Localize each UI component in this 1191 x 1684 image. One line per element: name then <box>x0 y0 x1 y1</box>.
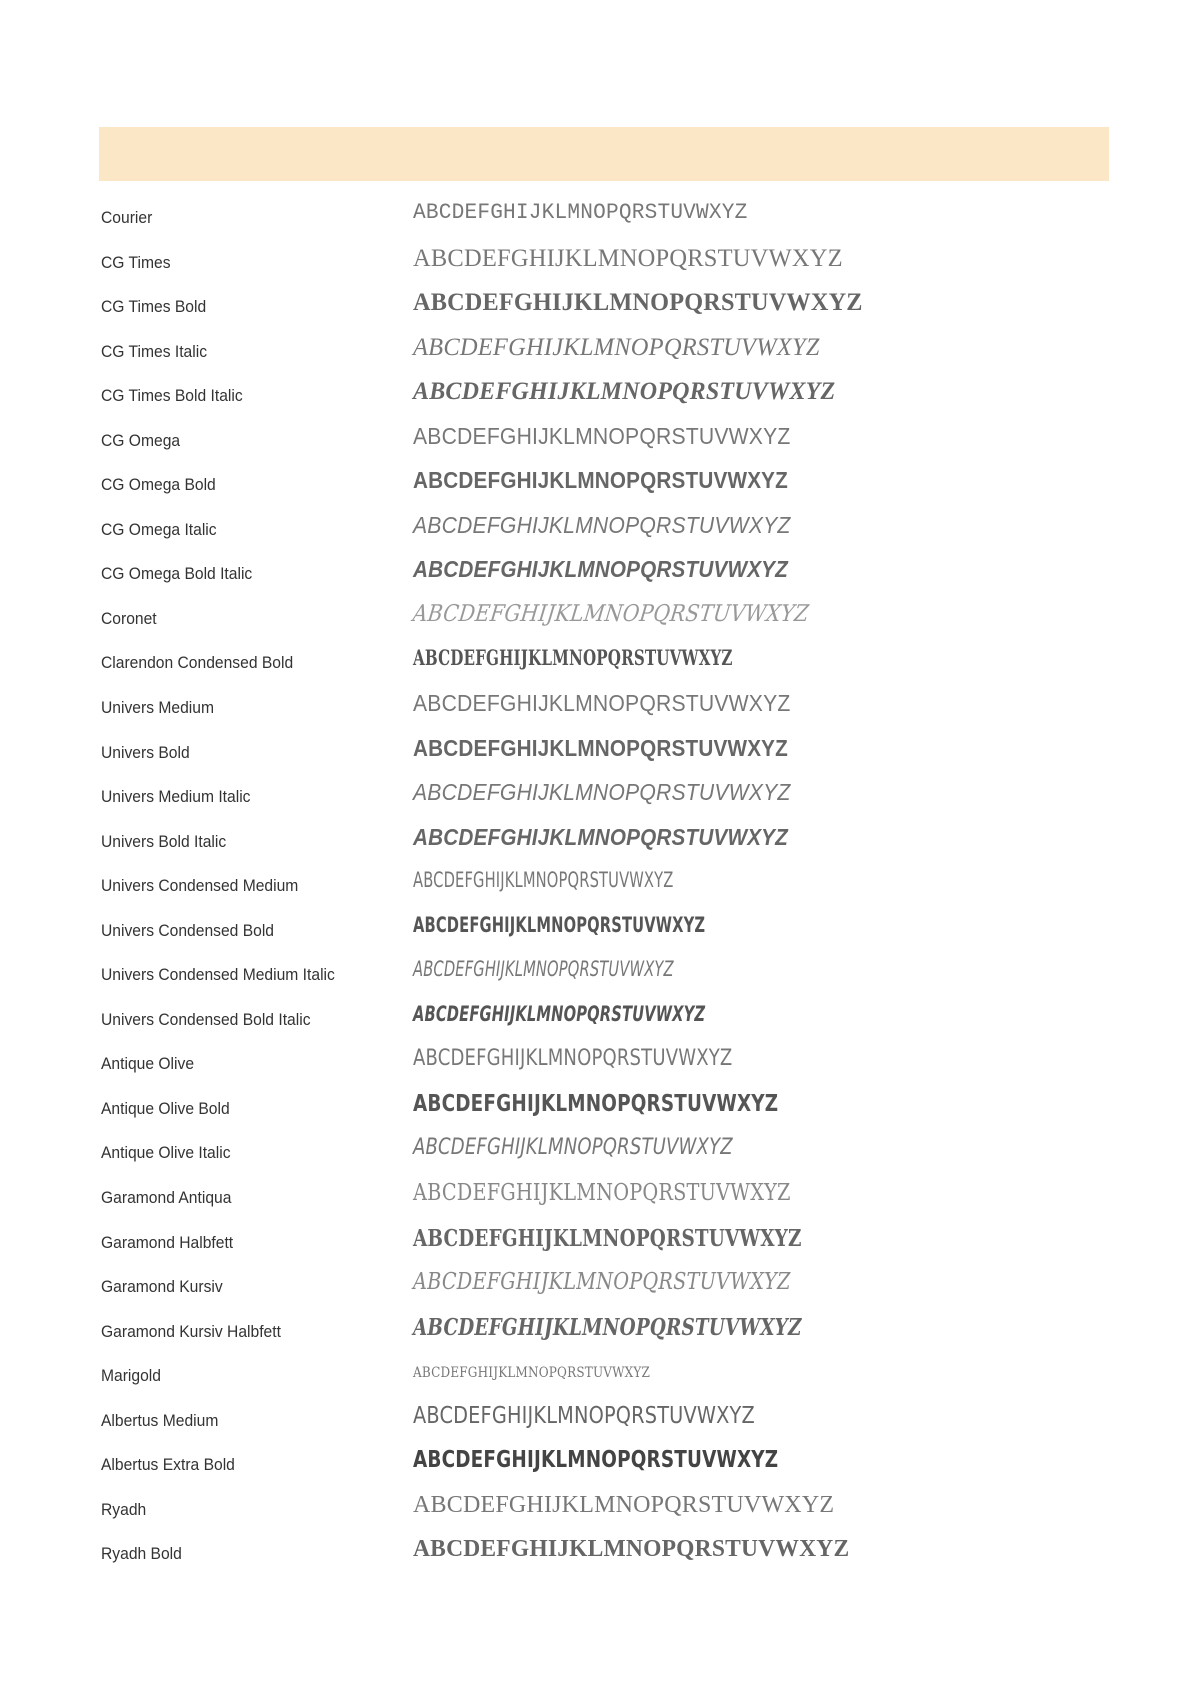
font-sample: ABCDEFGHIJKLMNOPQRSTUVWXYZ <box>413 1402 755 1429</box>
font-name: Antique Olive Italic <box>101 1143 231 1163</box>
font-name: Univers Condensed Medium Italic <box>101 965 335 985</box>
font-name: CG Times Bold <box>101 297 207 317</box>
font-name: Albertus Extra Bold <box>101 1455 235 1475</box>
font-sample: ABCDEFGHIJKLMNOPQRSTUVWXYZ <box>413 1313 802 1341</box>
font-name: CG Times Italic <box>101 341 208 361</box>
font-row <box>101 508 1001 553</box>
font-sample: ABCDEFGHIJKLMNOPQRSTUVWXYZ <box>413 1269 791 1296</box>
font-name: Albertus Medium <box>101 1410 219 1430</box>
font-sample: ABCDEFGHIJKLMNOPQRSTUVWXYZ <box>413 1224 802 1252</box>
font-row <box>101 1131 1001 1176</box>
font-row <box>101 241 1001 286</box>
font-name: CG Times <box>101 252 171 272</box>
font-sample: ABCDEFGHIJKLMNOPQRSTUVWXYZ <box>413 690 791 717</box>
font-name: Courier <box>101 208 153 227</box>
font-sample: ABCDEFGHIJKLMNOPQRSTUVWXYZ <box>413 823 788 850</box>
font-sample: ABCDEFGHIJKLMNOPQRSTUVWXYZ <box>413 734 788 761</box>
font-name: Univers Condensed Bold Italic <box>101 1009 311 1029</box>
font-row <box>101 731 1001 776</box>
font-row <box>101 552 1001 597</box>
font-name: Antique Olive <box>101 1054 195 1074</box>
font-sample: ABCDEFGHIJKLMNOPQRSTUVWXYZ <box>413 1365 651 1382</box>
font-row <box>101 1399 1001 1444</box>
font-list <box>101 196 1001 1577</box>
font-row <box>101 820 1001 865</box>
font-name: Marigold <box>101 1366 161 1386</box>
font-name: Garamond Kursiv <box>101 1277 223 1297</box>
font-row <box>101 374 1001 419</box>
font-sample: ABCDEFGHIJKLMNOPQRSTUVWXYZ <box>413 868 674 893</box>
font-row <box>101 1221 1001 1266</box>
font-row <box>101 998 1001 1043</box>
font-row <box>101 1265 1001 1310</box>
font-sample: ABCDEFGHIJKLMNOPQRSTUVWXYZ <box>413 912 706 937</box>
font-sample: ABCDEFGHIJKLMNOPQRSTUVWXYZ <box>413 289 863 317</box>
font-name: CG Times Bold Italic <box>101 386 243 406</box>
font-row <box>101 1488 1001 1533</box>
font-name: Univers Bold <box>101 742 190 762</box>
font-name: CG Omega Bold Italic <box>101 564 253 584</box>
font-name: Garamond Kursiv Halbfett <box>101 1321 281 1341</box>
font-name: Univers Condensed Bold <box>101 920 275 940</box>
font-row <box>101 419 1001 464</box>
font-sample: ABCDEFGHIJKLMNOPQRSTUVWXYZ <box>413 1046 733 1072</box>
font-row <box>101 330 1001 375</box>
font-sample: ABCDEFGHIJKLMNOPQRSTUVWXYZ <box>413 467 788 494</box>
font-name: Ryadh Bold <box>101 1544 182 1564</box>
font-sample: ABCDEFGHIJKLMNOPQRSTUVWXYZ <box>413 645 733 671</box>
font-row <box>101 285 1001 330</box>
font-sample: ABCDEFGHIJKLMNOPQRSTUVWXYZ <box>411 600 811 627</box>
font-sample: ABCDEFGHIJKLMNOPQRSTUVWXYZ <box>413 511 791 538</box>
font-row <box>101 196 1001 241</box>
font-name: Univers Medium <box>101 698 214 718</box>
font-sample: ABCDEFGHIJKLMNOPQRSTUVWXYZ <box>413 1180 791 1207</box>
font-sample: ABCDEFGHIJKLMNOPQRSTUVWXYZ <box>413 1135 733 1161</box>
font-name: Univers Medium Italic <box>101 787 251 807</box>
font-sample: ABCDEFGHIJKLMNOPQRSTUVWXYZ <box>413 1491 835 1518</box>
font-name: Coronet <box>101 608 157 628</box>
font-row <box>101 864 1001 909</box>
font-sample: ABCDEFGHIJKLMNOPQRSTUVWXYZ <box>413 1536 850 1563</box>
font-sample: ABCDEFGHIJKLMNOPQRSTUVWXYZ <box>413 957 674 982</box>
font-name: Univers Bold Italic <box>101 831 227 851</box>
font-name: Univers Condensed Medium <box>101 876 299 896</box>
font-row <box>101 1532 1001 1577</box>
font-row <box>101 1443 1001 1488</box>
font-name: Clarendon Condensed Bold <box>101 653 294 673</box>
font-row <box>101 909 1001 954</box>
font-name: CG Omega Italic <box>101 519 217 539</box>
font-row <box>101 775 1001 820</box>
font-name: Ryadh <box>101 1499 147 1519</box>
font-sample: ABCDEFGHIJKLMNOPQRSTUVWXYZ <box>413 1090 779 1117</box>
font-row <box>101 1176 1001 1221</box>
font-row <box>101 1354 1001 1399</box>
font-row <box>101 1042 1001 1087</box>
font-sample: ABCDEFGHIJKLMNOPQRSTUVWXYZ <box>413 1001 706 1026</box>
font-sample: ABCDEFGHIJKLMNOPQRSTUVWXYZ <box>413 556 788 583</box>
font-name: Antique Olive Bold <box>101 1098 230 1118</box>
font-sample: ABCDEFGHIJKLMNOPQRSTUVWXYZ <box>413 422 791 449</box>
font-row <box>101 597 1001 642</box>
font-name: CG Omega Bold <box>101 475 216 495</box>
font-sample: ABCDEFGHIJKLMNOPQRSTUVWXYZ <box>413 244 843 272</box>
header-band <box>99 127 1109 181</box>
font-sample: ABCDEFGHIJKLMNOPQRSTUVWXYZ <box>413 1447 779 1474</box>
font-name: CG Omega <box>101 430 181 450</box>
font-sample: ABCDEFGHIJKLMNOPQRSTUVWXYZ <box>413 779 791 806</box>
font-row <box>101 1087 1001 1132</box>
font-row <box>101 1310 1001 1355</box>
font-row <box>101 641 1001 686</box>
font-row <box>101 953 1001 998</box>
font-sample: ABCDEFGHIJKLMNOPQRSTUVWXYZ <box>413 378 836 406</box>
font-sample: ABCDEFGHIJKLMNOPQRSTUVWXYZ <box>413 200 748 225</box>
font-row <box>101 463 1001 508</box>
font-sample: ABCDEFGHIJKLMNOPQRSTUVWXYZ <box>413 333 820 361</box>
font-name: Garamond Antiqua <box>101 1188 232 1208</box>
font-name: Garamond Halbfett <box>101 1232 234 1252</box>
font-row <box>101 686 1001 731</box>
